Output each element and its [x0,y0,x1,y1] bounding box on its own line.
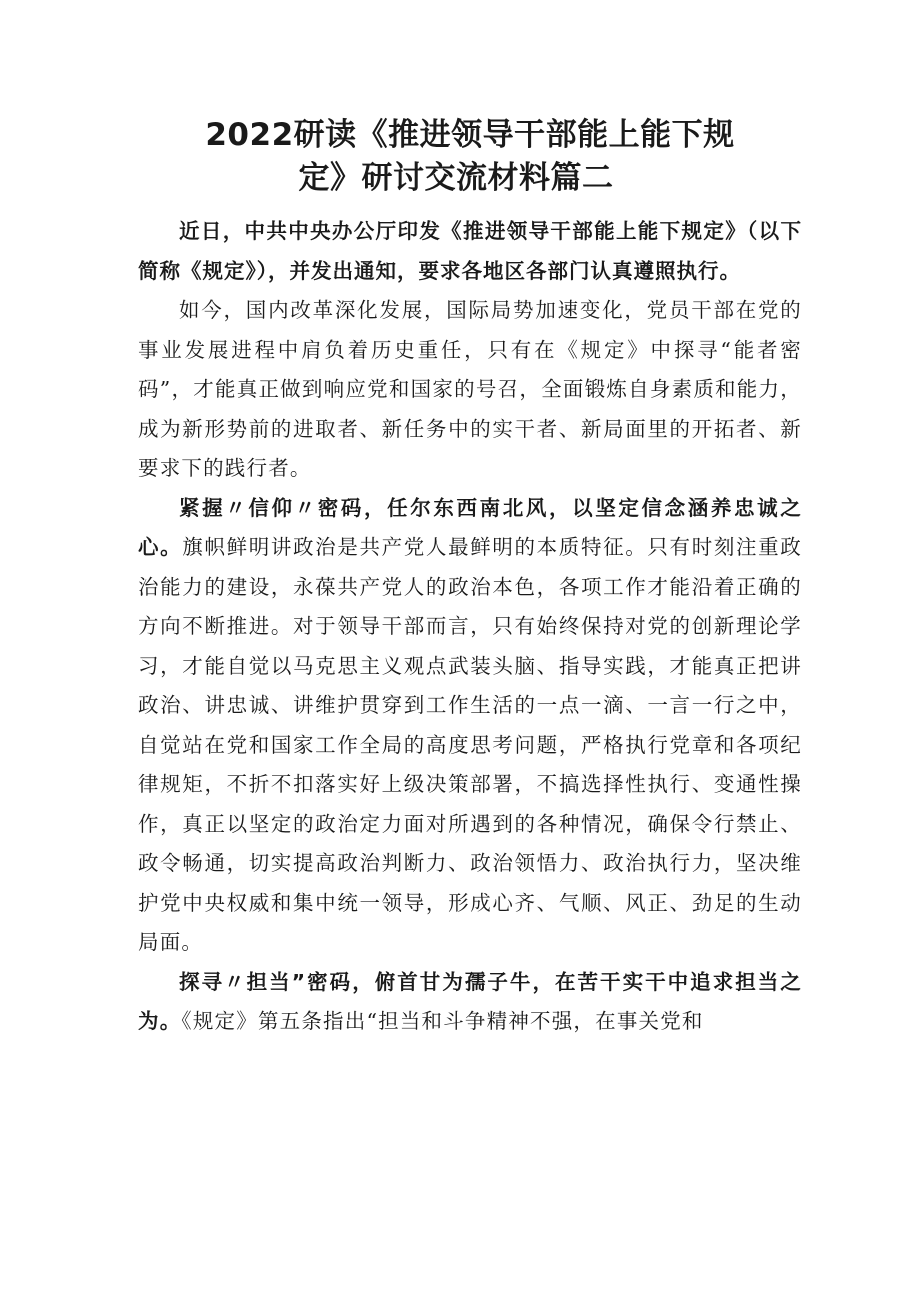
paragraph-faith-lead: 紧握〃信仰〃密码，任尔东西南北风，以坚定信念涵养忠诚之心。 [138,495,802,559]
paragraph-faith [138,489,802,963]
title-line-2: 定》研讨交流材料篇二 [298,160,614,196]
paragraph-faith-body: 旗帜鲜明讲政治是共产党人最鲜明的本质特征。只有时刻注重政治能力的建设，永葆共产党人的政治本色，各项工作才能沿着正确的方向不断推进。对于领导干部而言，只有始终保持对党的创新理论学习，才能自觉以马克思主义观点武装头脑、指导实践，才能真正把讲政治、讲忠诚、讲维护贯穿到工作生活的一点一滴、一言一行之中，自觉站在党和国家工作全局的高度思考问题，严格执行党章和各项纪律规矩，不折不扣落实好上级决策部署，不搞选择性执行、变通性操作，真正以坚定的政治定力面对所遇到的各种情况，确保令行禁止、政令畅通，切实提高政治判断力、政治领悟力、政治执行力，坚决维护党中央权威和集中统一领导，形成心齐、气顺、风正、劲足的生动局面。 [138,535,802,954]
paragraph-context: 如今，国内改革深化发展，国际局势加速变化，党员干部在党的事业发展进程中肩负着历史重任，只有在《规定》中探寻“能者密码”，才能真正做到响应党和国家的号召，全面锻炼自身素质和能力，成为新形势前的进取者、新任务中的实干者、新局面里的开拓者、新要求下的践行者。 [138,298,802,480]
paragraph-responsibility-lead: 探寻〃担当”密码，俯首甘为孺子牛，在苦干实干中追求担当之为。 [138,969,802,1033]
title-line-1: 2022研读《推进领导干部能上能下规 [205,117,735,153]
document-title [138,114,802,200]
paragraph-intro: 近日，中共中央办公厅印发《推进领导干部能上能下规定》（以下简称《规定》），并发出通知，要求各地区各部门认真遵照执行。 [138,219,802,283]
paragraph-responsibility [138,963,802,1042]
paragraph-responsibility-body: 《规定》第五条指出“担当和斗争精神不强，在事关党和 [181,1009,704,1033]
